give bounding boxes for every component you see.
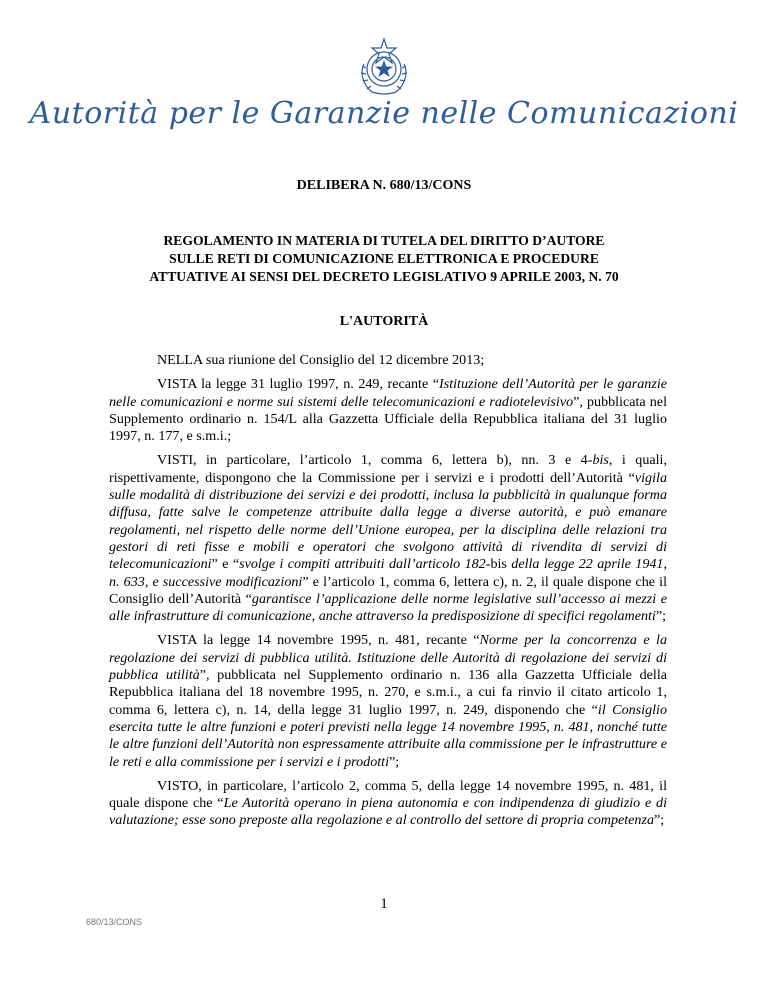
italic-text-run: svolge i compiti attribuiti dall’articolo 182- — [239, 556, 491, 573]
italic-text-run: della legge 22 aprile 1941, n. 633, e successive modificazioni — [109, 556, 667, 590]
body-paragraph — [109, 632, 667, 770]
body-paragraph — [109, 376, 667, 445]
title-line: SULLE RETI DI COMUNICAZIONE ELETTRONICA E PROCEDURE — [169, 251, 599, 266]
text-run: VISTO, in particolare, l’articolo 2, comma 5, della legge 14 novembre 1995, n. 481, il quale dispone che “ — [109, 777, 667, 812]
italic-text-run: vigila sulle modalità di distribuzione dei servizi e dei prodotti, inclusa la pubblicità in qualunque forma diffusa, fatte salve le competenze attribuite dalla legge a diverse autorità, e può emanare regolamenti, nel rispetto delle norme dell’Unione europea, per la disciplina delle relazioni tra gestori di reti fisse e mobili e operatori che svolgono attività di rivendita di servizi di telecomunicazioni — [109, 469, 667, 573]
text-run: ”; — [655, 608, 667, 625]
text-run: ”, pubblicata nel Supplemento ordinario n. 136 alla Gazzetta Ufficiale della Repubblica italiana del 18 novembre 1995, n. 270, e s.m.i., a cui fa rinvio il citato articolo 1, comma 6, lettera c), n. 14, della legge 31 luglio 1997, n. 249, disponendo che “ — [109, 667, 667, 718]
text-run: ” e l’articolo 1, comma 6, lettera c), n. 2, il quale dispone che il Consiglio dell’Autorità “ — [109, 573, 667, 607]
body-paragraph — [109, 352, 667, 369]
text-run: ”; — [389, 753, 400, 770]
italic-text-run: Le Autorità operano in piena autonomia e con indipendenza di giudizio e di valutazione; esse sono preposte alla regolazione e al controllo del settore di propria competenza — [109, 795, 667, 829]
text-run: ”; — [654, 812, 665, 829]
text-run: VISTA la legge 31 luglio 1997, n. 249, recante “ — [157, 376, 440, 393]
text-run: VISTA la legge 14 novembre 1995, n. 481, recante “ — [157, 632, 480, 649]
authority-logo-text: Autorità per le Garanzie nelle Comunicazioni — [29, 96, 739, 131]
text-run: , i quali, rispettivamente, dispongono che la Commissione per i servizi e i prodotti dell’Autorità “ — [109, 452, 667, 486]
delibera-number: DELIBERA N. 680/13/CONS — [296, 178, 472, 193]
text-run: bis — [490, 556, 507, 573]
text-run: NELLA sua riunione del Consiglio del 12 dicembre 2013; — [157, 352, 485, 368]
page-number: 1 — [380, 896, 388, 912]
italic-text-run: Norme per la concorrenza e la regolazione dei servizi di pubblica utilità. Istituzione delle Autorità di regolazione dei servizi di pubblica utilità — [109, 632, 667, 684]
deliberation-body — [109, 352, 667, 837]
italic-text-run: il Consiglio esercita tutte le altre funzioni e poteri previsti nella legge 14 novembre 1995, n. 481, nonché tutte le altre funzioni dell’Autorità non espressamente attribuite alla commissione per le infrastrutture e le reti e alla commissione per i servizi e i prodotti — [109, 701, 667, 770]
italic-text-run: garantisce l’applicazione delle norme legislative sull’accesso ai mezzi e alle infrastrutture di comunicazione, anche attraverso la predisposizione di specifici regolamenti — [109, 590, 667, 625]
title-line: ATTUATIVE AI SENSI DEL DECRETO LEGISLATIVO 9 APRILE 2003, N. 70 — [149, 269, 619, 284]
body-paragraph — [109, 778, 667, 830]
issuer-heading: L'AUTORITÀ — [339, 314, 429, 329]
footer-reference: 680/13/CONS — [86, 917, 143, 927]
italian-republic-emblem-icon — [356, 36, 412, 98]
italic-text-run: bis — [592, 452, 609, 469]
title-line: REGOLAMENTO IN MATERIA DI TUTELA DEL DIRITTO D’AUTORE — [163, 233, 605, 248]
italic-text-run: Istituzione dell’Autorità per le garanzie nelle comunicazioni e norme sui sistemi delle telecomunicazioni e radiotelevisivo — [109, 376, 667, 410]
body-paragraph — [109, 452, 667, 625]
text-run: VISTI, in particolare, l’articolo 1, comma 6, lettera b), nn. 3 e 4- — [157, 452, 593, 469]
text-run: ”, pubblicata nel Supplemento ordinario n. 154/L alla Gazzetta Ufficiale della Repubblica italiana del 31 luglio 1997, n. 177, e s.m.i.; — [109, 393, 667, 445]
document-title — [100, 232, 668, 286]
text-run: ” e “ — [211, 556, 240, 573]
